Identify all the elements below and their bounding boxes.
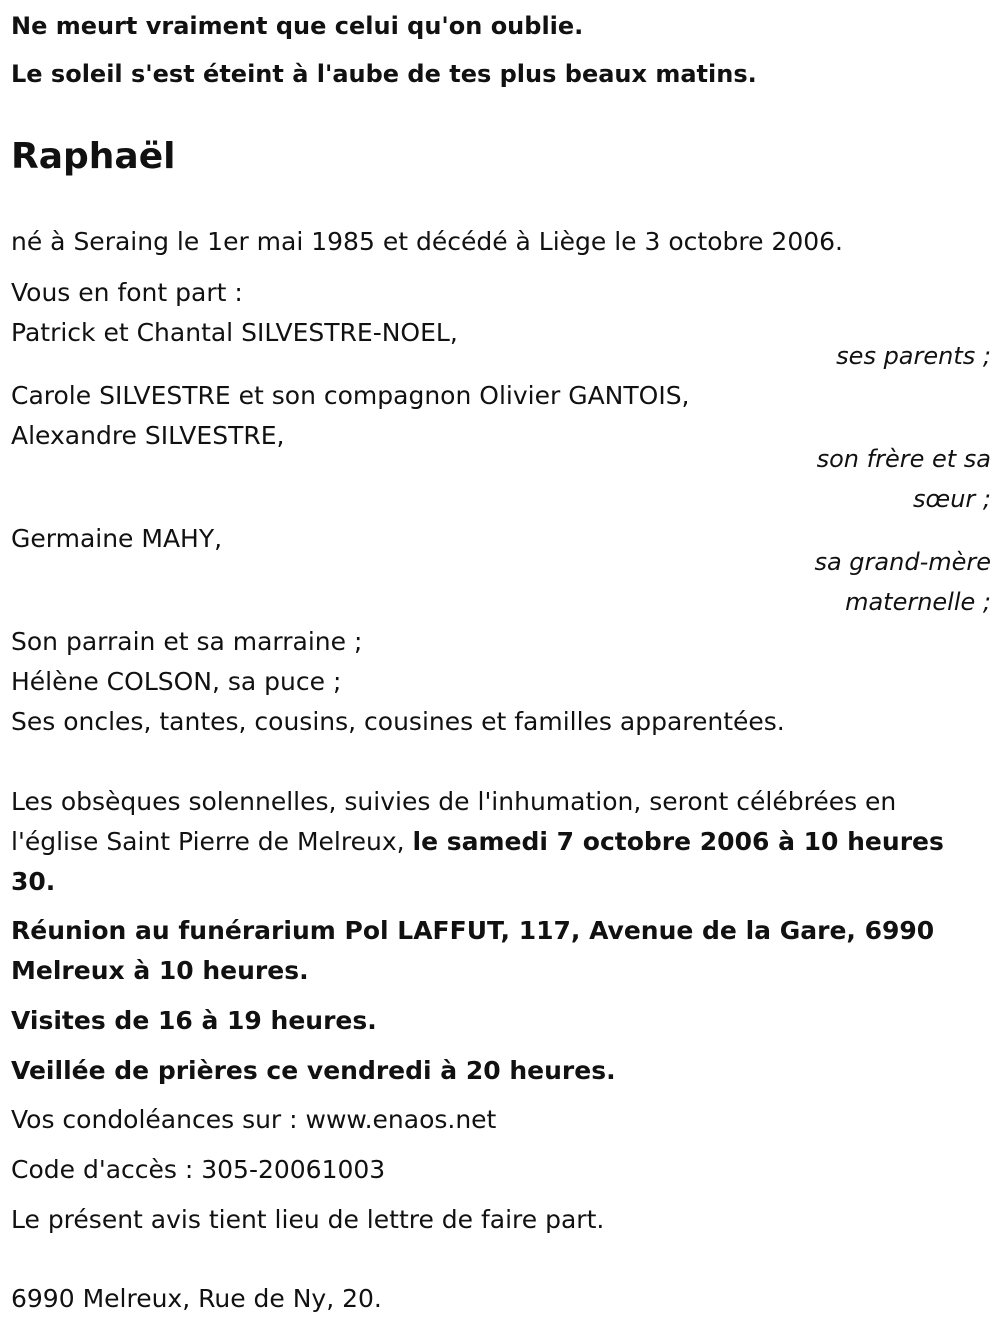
deceased-name: Raphaël: [11, 136, 176, 177]
motto-line-2: Le soleil s'est éteint à l'aube de tes plus beaux matins.: [11, 60, 757, 88]
access-code-line: Code d'accès : 305-20061003: [11, 1155, 386, 1184]
condolences-line: Vos condoléances sur : www.enaos.net: [11, 1105, 497, 1134]
birth-death-line: né à Seraing le 1er mai 1985 et décédé à Liège le 3 octobre 2006.: [11, 227, 843, 256]
announcers-intro: Vous en font part :: [11, 278, 243, 307]
grandmother-name: Germaine MAHY,: [11, 524, 223, 553]
godparents-line: Son parrain et sa marraine ;: [11, 627, 363, 656]
family-line: Ses oncles, tantes, cousins, cousines et familles apparentées.: [11, 707, 785, 736]
siblings-line-2: Alexandre SILVESTRE,: [11, 421, 285, 450]
funeral-line-1: Les obsèques solennelles, suivies de l'inhumation, seront célébrées en: [11, 787, 897, 816]
visits-line: Visites de 16 à 19 heures.: [11, 1006, 377, 1035]
siblings-relation-2: sœur ;: [913, 485, 991, 513]
funeral-time-continued: 30.: [11, 867, 56, 896]
funeral-date: le samedi 7 octobre 2006 à 10 heures: [412, 827, 944, 856]
parents-names: Patrick et Chantal SILVESTRE-NOEL,: [11, 318, 458, 347]
gathering-line-2: Melreux à 10 heures.: [11, 956, 309, 985]
motto-line-1: Ne meurt vraiment que celui qu'on oublie.: [11, 12, 584, 40]
siblings-line-1: Carole SILVESTRE et son compagnon Olivier GANTOIS,: [11, 381, 690, 410]
grandmother-relation-2: maternelle ;: [845, 588, 991, 616]
obituary-notice: [11, 0, 991, 1334]
siblings-relation-1: son frère et sa: [816, 445, 991, 473]
address-line: 6990 Melreux, Rue de Ny, 20.: [11, 1284, 382, 1313]
funeral-line-2: [11, 822, 944, 862]
parents-relation: ses parents ;: [836, 342, 991, 370]
funeral-church: l'église Saint Pierre de Melreux,: [11, 827, 413, 856]
grandmother-relation-1: sa grand-mère: [814, 548, 991, 576]
notice-line: Le présent avis tient lieu de lettre de faire part.: [11, 1205, 605, 1234]
gathering-line-1: Réunion au funérarium Pol LAFFUT, 117, Avenue de la Gare, 6990: [11, 916, 935, 945]
vigil-line: Veillée de prières ce vendredi à 20 heures.: [11, 1056, 616, 1085]
puce-line: Hélène COLSON, sa puce ;: [11, 667, 342, 696]
